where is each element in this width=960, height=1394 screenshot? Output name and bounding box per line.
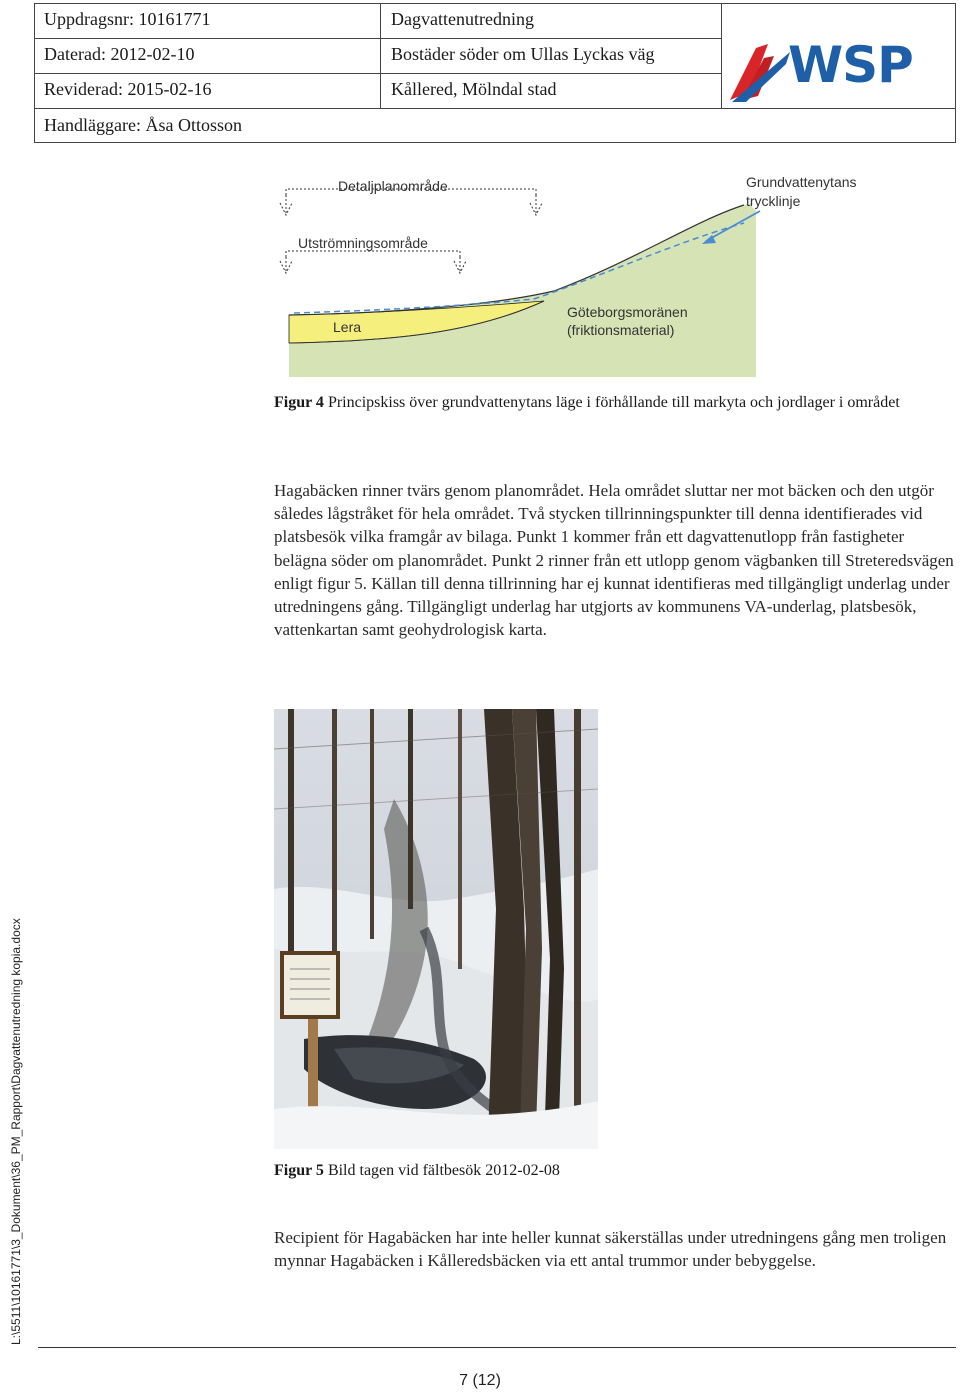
field-photo: [274, 709, 598, 1149]
label-groundwater-line: Grundvattenytans trycklinje: [746, 174, 857, 209]
header-divider: [35, 73, 721, 74]
figure-5-caption: [274, 1160, 939, 1182]
caption-text: Bild tagen vid fältbesök 2012-02-08: [323, 1162, 560, 1179]
header-divider: [721, 4, 722, 109]
label-clay: Lera: [333, 319, 362, 335]
svg-text:WSP: WSP: [788, 36, 913, 94]
wsp-logo: [728, 30, 918, 110]
label-detail-area: Detaljplanområde: [338, 178, 448, 194]
label-moraine-sub: (friktionsmaterial): [567, 322, 675, 338]
caption-label: Figur 5: [274, 1162, 324, 1179]
paragraph-text: Recipient för Hagabäcken har inte heller kunnat säkerställas under utredningens gång men troligen mynnar Hagabäcken i Kålleredsbäcken via ett antal trummor under bebyggelse.: [274, 1228, 947, 1271]
footer-rule: [38, 1347, 956, 1348]
header-divider: [380, 4, 381, 109]
document-title: Dagvattenutredning: [391, 9, 534, 29]
handler: Handläggare: Åsa Ottosson: [44, 115, 242, 135]
project-name: Bostäder söder om Ullas Lyckas väg: [391, 44, 655, 64]
body-paragraph: [274, 1226, 960, 1272]
caption-label: Figur 4: [274, 394, 324, 411]
paragraph-text: Hagabäcken rinner tvärs genom planområdet. Hela området sluttar ner mot bäcken och den utgör således lågstråket för hela området. Två stycken tillrinningspunkter till denna identifierades vid platsbesök vilka framgår av bilaga. Punkt 1 kommer från ett dagvattenutlopp från fastigheter belägna söder om planområdet. Punkt 2 rinner från ett utlopp genom vägbanken till Streteredsvägen enligt figur 5. Källan till denna tillrinning har ej kunnat identifieras med tillgängligt underlag under utredningens gång. Tillgängligt underlag har utgjorts av kommunens VA-underlag, platsbesök, vattenkartan samt geohydrologisk karta.: [274, 481, 954, 640]
page-number: 7 (12): [459, 1372, 501, 1389]
project-number: Uppdragsnr: 10161771: [44, 9, 211, 29]
date-revised: Reviderad: 2015-02-16: [44, 79, 212, 99]
date-created: Daterad: 2012-02-10: [44, 44, 195, 64]
project-location: Kållered, Mölndal stad: [391, 79, 557, 99]
label-outflow-area: Utströmningsområde: [298, 235, 428, 251]
header-divider: [35, 38, 721, 39]
caption-text: Principskiss över grundvattenytans läge i förhållande till markyta och jordlager i området: [323, 394, 900, 411]
groundwater-diagram: [274, 165, 914, 380]
label-moraine: Göteborgsmoränen: [567, 304, 688, 320]
figure-4-caption: [274, 392, 939, 414]
file-path: L:\5511\10161771\3_Dokument\36_PM_Rapport\Dagvattenutredning kopia.docx: [9, 918, 23, 1345]
body-paragraph: [274, 479, 960, 641]
